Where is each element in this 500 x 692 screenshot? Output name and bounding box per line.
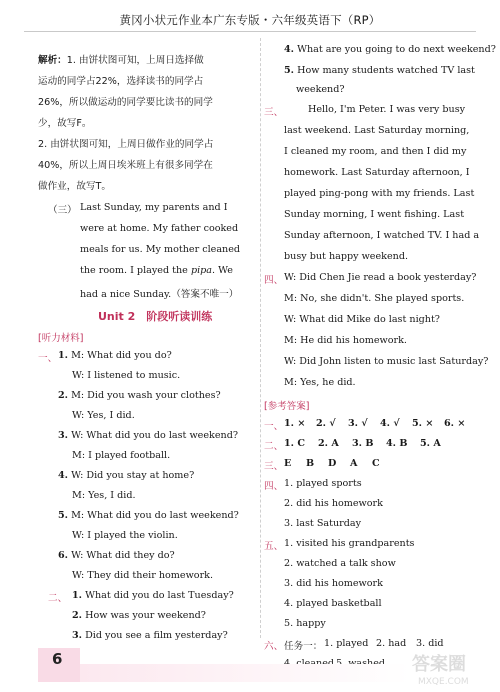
answer-5-item-4: 4. played basketball [284,598,382,609]
answer-2-item-4: 4. B [386,438,408,449]
analysis-line-6: 40%，所以上周日埃米班上有很多同学在 [38,160,213,171]
page-header [0,0,500,36]
item-num: 5. [58,510,69,521]
answer-4-item-2: 2. did his homework [284,498,383,509]
sec3-line-5: played ping-pong with my friends. Last [284,188,475,199]
sec3-line-8: busy but happy weekend. [284,251,409,262]
item-num: 1. [58,350,69,361]
answer-3-item-3: D [328,458,337,469]
answer-6-item-1: 1. played [324,638,369,649]
section-4-marker: 四、 [264,275,284,286]
answer-2-item-3: 3. B [352,438,374,449]
item-q: W: What did they do? [71,550,175,561]
sec1-item-4-a: M: Yes, I did. [72,490,136,501]
item-q: How many students watched TV last [297,65,475,76]
answer-1-item-2: 2. √ [316,418,336,429]
sec4-line-3: W: What did Mike do last night? [284,314,440,325]
item-q: What are you going to do next weekend? [297,44,496,55]
answer-3-item-2: B [306,458,315,469]
item-q: W: What did you do last weekend? [71,430,238,441]
sec1-item-3-a: M: I played football. [72,450,171,461]
header-rule [24,31,476,32]
analysis-line-3: 26%，所以做运动的同学要比读书的同学 [38,97,213,108]
answer-3-item-1: E [284,458,292,469]
sec1-item-4-q [58,470,194,481]
item-num: 5. [284,65,295,76]
sec4-line-6: M: Yes, he did. [284,377,356,388]
analysis-line-1 [38,52,204,66]
sec1-item-5-a: W: I played the violin. [72,530,178,541]
analysis-label: 解析： [38,55,67,66]
sec4-line-4: M: He did his homework. [284,335,407,346]
item-num: 2. [58,390,69,401]
answer-3-item-4: A [350,458,358,469]
item-q: Did you see a film yesterday? [85,630,228,641]
sec2-item-5-cont: weekend? [296,84,345,95]
sec1-item-1-a: W: I listened to music. [72,370,181,381]
sec3-line-1: Hello, I'm Peter. I was very busy [308,104,466,115]
sec1-item-2-a: W: Yes, I did. [72,410,135,421]
answer-2-item-1: 1. C [284,438,305,449]
part3-line-2: were at home. My father cooked [80,223,239,234]
part3-marker: （三） [48,205,77,216]
reference-answer-text: 参考答案 [267,401,306,412]
watermark-text: 答案圈 [412,654,466,675]
answer-1-item-5: 5. × [412,418,434,429]
part3-text-end: . We [212,265,233,276]
answer-2-item-5: 5. A [420,438,441,449]
sec2-item-5 [284,65,475,76]
item-q: M: What did you do? [71,350,172,361]
answer-1-item-3: 3. √ [348,418,368,429]
answer-2-item-2: 2. A [318,438,339,449]
answer-4-marker: 四、 [264,481,284,492]
section-2-marker: 二、 [48,593,68,604]
part3-text: the room. I played the [80,265,188,276]
watermark-logo [408,648,496,688]
item-q: M: Did you wash your clothes? [71,390,221,401]
item-num: 3. [72,630,83,641]
sec4-line-2: M: No, she didn't. She played sports. [284,293,465,304]
item-num: 1. [72,590,83,601]
sec1-item-5-q [58,510,239,521]
reference-answer-label: [参考答案] [264,401,310,412]
book-title: 黄冈小状元作业本广东专版・六年级英语下（RP） [119,13,381,27]
sec1-item-2-q [58,390,221,401]
unit-title: Unit 2 阶段听读训练 [98,310,213,323]
part3-italic-word: pipa [190,265,213,276]
answer-1-item-6: 6. × [444,418,466,429]
answer-1-marker: 一、 [264,421,284,432]
answer-4-item-1: 1. played sports [284,478,362,489]
answer-6-task-label: 任务一： [284,641,323,652]
sec1-item-6-a: W: They did their homework. [72,570,214,581]
analysis-line-5: 2. 由饼状图可知，上周日做作业的同学占 [38,139,214,150]
item-num: 2. [72,610,83,621]
sec2-item-1 [72,590,234,601]
item-q: How was your weekend? [85,610,206,621]
sec2-item-2 [72,610,206,621]
sec1-item-1-q [58,350,172,361]
answer-5-item-2: 2. watched a talk show [284,558,396,569]
sec1-item-3-q [58,430,238,441]
analysis-line-4: 少，故写F。 [38,118,92,129]
sec1-item-6-q [58,550,175,561]
answer-2-marker: 二、 [264,441,284,452]
item-q: What did you do last Tuesday? [85,590,234,601]
sec3-line-7: Sunday afternoon, I watched TV. I had a [284,230,480,241]
watermark-sub: MXQE.COM [418,677,469,687]
answer-6-item-3: 3. did [416,638,444,649]
sec3-line-3: I cleaned my room, and then I did my [284,146,467,157]
part3-line-3: meals for us. My mother cleaned [80,244,241,255]
answer-1-item-1: 1. × [284,418,306,429]
footer-band [80,664,410,682]
answer-5-item-5: 5. happy [284,618,326,629]
sec2-item-4 [284,44,496,55]
page-number: 6 [52,650,63,668]
analysis-line-2: 运动的同学占22%，选择读书的同学占 [38,76,204,87]
analysis-text: 1. 由饼状图可知，上周日选择做 [66,55,204,66]
item-q: W: Did you stay at home? [71,470,195,481]
item-num: 4. [58,470,69,481]
answer-6-marker: 六、 [264,641,284,652]
item-num: 4. [284,44,295,55]
sec3-line-4: homework. Last Saturday afternoon, I [284,167,470,178]
section-3-marker: 三、 [264,107,284,118]
answer-4-item-3: 3. last Saturday [284,518,362,529]
listening-label: [听力材料] [38,333,84,344]
item-q: M: What did you do last weekend? [71,510,239,521]
section-1-marker: 一、 [38,353,58,364]
answer-3-marker: 三、 [264,461,284,472]
part3-line-4 [80,265,233,276]
analysis-line-7: 做作业，故写T。 [38,181,112,192]
sec3-line-6: Sunday morning, I went fishing. Last [284,209,465,220]
answer-1-item-4: 4. √ [380,418,400,429]
sec4-line-1: W: Did Chen Jie read a book yesterday? [284,272,477,283]
column-divider [260,38,261,638]
sec3-line-2: last weekend. Last Saturday morning, [284,125,470,136]
part3-line-5: had a nice Sunday.（答案不唯一） [80,289,239,300]
listening-label-text: 听力材料 [41,333,80,344]
sec4-line-5: W: Did John listen to music last Saturday? [284,356,489,367]
item-num: 6. [58,550,69,561]
answer-3-item-5: C [372,458,380,469]
answer-5-marker: 五、 [264,541,284,552]
page-footer [0,642,500,692]
item-num: 3. [58,430,69,441]
answer-5-item-1: 1. visited his grandparents [284,538,415,549]
answer-6-item-2: 2. had [376,638,407,649]
sec2-item-3 [72,630,228,641]
answer-5-item-3: 3. did his homework [284,578,383,589]
part3-line-1: Last Sunday, my parents and I [80,202,228,213]
